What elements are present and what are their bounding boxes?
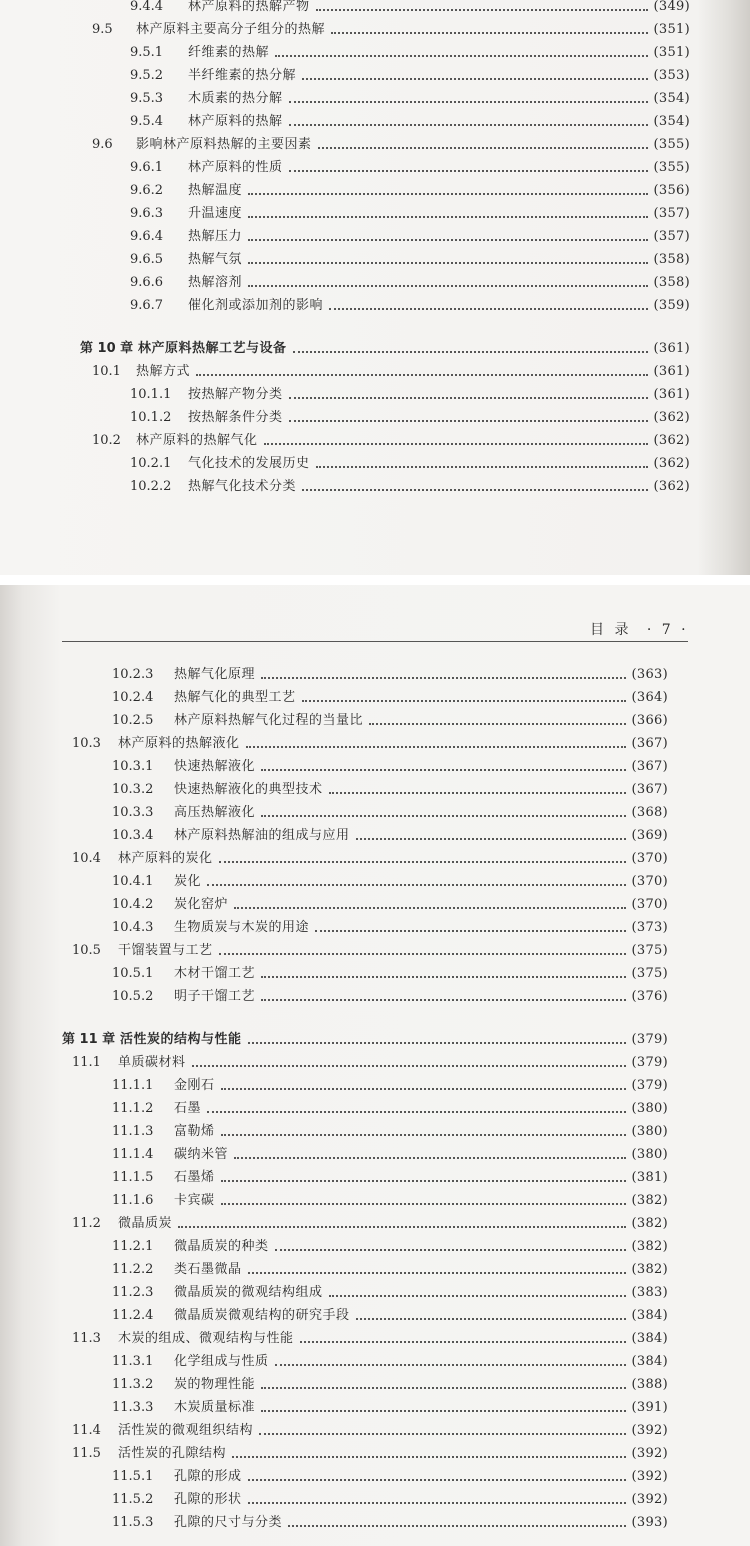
toc-entry-number: 11.3 <box>72 1331 101 1346</box>
toc-entry-title: 林产原料主要高分子组分的热解 <box>136 22 326 37</box>
toc-entry-title: 活性炭的孔隙结构 <box>118 1446 227 1461</box>
toc-subsection-entry <box>130 88 690 110</box>
toc-entry-title: 孔隙的形状 <box>174 1492 242 1507</box>
dot-leader <box>329 1294 626 1297</box>
toc-section-entry <box>92 430 690 452</box>
toc-subsection-entry <box>112 1190 668 1212</box>
toc-subsection-entry <box>112 1374 668 1396</box>
toc-subsection-entry <box>130 203 690 225</box>
toc-entry-number: 10.3.3 <box>112 805 154 820</box>
running-header <box>590 619 689 639</box>
toc-entry-page: (361) <box>653 341 690 356</box>
toc-subsection-entry <box>130 226 690 248</box>
toc-section-entry <box>92 134 690 156</box>
toc-subsection-entry <box>130 157 690 179</box>
toc-entry-page: (351) <box>653 45 690 60</box>
toc-entry-title: 微晶质炭 <box>118 1216 173 1231</box>
toc-entry-number: 11.2.3 <box>112 1285 154 1300</box>
toc-subsection-entry <box>112 1121 668 1143</box>
dot-leader <box>219 952 626 955</box>
toc-entry-page: (370) <box>631 851 668 866</box>
header-rule <box>62 641 688 642</box>
toc-entry-title: 快速热解液化 <box>174 759 256 774</box>
toc-entry-page: (358) <box>653 275 690 290</box>
toc-entry-title: 热解溶剂 <box>188 275 243 290</box>
toc-entry-title: 石墨 <box>174 1101 202 1116</box>
toc-subsection-entry <box>112 1466 668 1488</box>
dot-leader <box>221 1202 626 1205</box>
toc-entry-number: 9.6.1 <box>130 160 164 175</box>
toc-entry-title: 热解方式 <box>136 364 191 379</box>
toc-entry-title: 林产原料的热解液化 <box>118 736 240 751</box>
toc-subsection-entry <box>112 1351 668 1373</box>
toc-entry-page: (356) <box>653 183 690 198</box>
toc-entry-page: (369) <box>631 828 668 843</box>
toc-entry-number: 11.1.3 <box>112 1124 154 1139</box>
toc-subsection-entry <box>112 1397 668 1419</box>
toc-entry-number: 10.2.1 <box>130 456 172 471</box>
toc-section-entry <box>72 733 668 755</box>
toc-entry-page: (362) <box>653 410 690 425</box>
toc-entry-number: 10.5.1 <box>112 966 154 981</box>
toc-entry-number: 11.2.1 <box>112 1239 154 1254</box>
toc-entry-title: 微晶质炭的种类 <box>174 1239 269 1254</box>
toc-entry-title: 炭化 <box>174 874 202 889</box>
toc-entry-page: (384) <box>631 1308 668 1323</box>
toc-entry-page: (364) <box>631 690 668 705</box>
toc-entry-title: 升温速度 <box>188 206 243 221</box>
toc-subsection-entry <box>130 42 690 64</box>
toc-entry-title: 炭的物理性能 <box>174 1377 256 1392</box>
toc-entry-number: 10.3.2 <box>112 782 154 797</box>
dot-leader <box>248 192 648 195</box>
toc-entry-title: 高压热解液化 <box>174 805 256 820</box>
toc-entry-title: 卡宾碳 <box>174 1193 215 1208</box>
toc-entry-number: 11.1.2 <box>112 1101 154 1116</box>
toc-entry-number: 11.5.2 <box>112 1492 154 1507</box>
dot-leader <box>275 1363 626 1366</box>
toc-entry-title: 单质碳材料 <box>118 1055 186 1070</box>
toc-entry-page: (362) <box>653 433 690 448</box>
toc-subsection-entry <box>112 1236 668 1258</box>
toc-entry-number: 9.6 <box>92 137 113 152</box>
toc-subsection-entry <box>130 180 690 202</box>
toc-entry-page: (367) <box>631 736 668 751</box>
toc-entry-number: 10.5.2 <box>112 989 154 1004</box>
dot-leader <box>331 31 648 34</box>
dot-leader <box>329 307 648 310</box>
toc-entry-title: 半纤维素的热分解 <box>188 68 297 83</box>
toc-entry-number: 10.1.1 <box>130 387 172 402</box>
dot-leader <box>275 54 648 57</box>
toc-section-entry <box>72 1420 668 1442</box>
toc-chapter-entry <box>80 338 690 360</box>
dot-leader <box>248 1041 626 1044</box>
dot-leader <box>248 1271 626 1274</box>
dot-leader <box>356 837 626 840</box>
toc-subsection-entry <box>130 407 690 429</box>
toc-entry-number: 11.4 <box>72 1423 101 1438</box>
toc-subsection-entry <box>112 756 668 778</box>
toc-entry-title: 微晶质炭微观结构的研究手段 <box>174 1308 350 1323</box>
dot-leader <box>178 1225 626 1228</box>
toc-subsection-entry <box>112 779 668 801</box>
toc-entry-number: 9.4.4 <box>130 0 164 14</box>
toc-entry-page: (383) <box>631 1285 668 1300</box>
toc-subsection-entry <box>112 1282 668 1304</box>
toc-subsection-entry <box>112 1512 668 1534</box>
dot-leader <box>248 1501 626 1504</box>
toc-entry-title: 林产原料热解气化过程的当量比 <box>174 713 364 728</box>
toc-entry-title: 石墨烯 <box>174 1170 215 1185</box>
toc-entry-page: (363) <box>631 667 668 682</box>
toc-entry-page: (349) <box>653 0 690 14</box>
toc-entry-title: 木炭的组成、微观结构与性能 <box>118 1331 294 1346</box>
toc-entry-title: 热解压力 <box>188 229 243 244</box>
toc-entry-number: 11.1.6 <box>112 1193 154 1208</box>
dot-leader <box>289 123 648 126</box>
toc-entry-page: (367) <box>631 782 668 797</box>
toc-entry-page: (370) <box>631 897 668 912</box>
toc-entry-number: 11.3.2 <box>112 1377 154 1392</box>
toc-entry-title: 热解气氛 <box>188 252 243 267</box>
toc-entry-number: 11.2 <box>72 1216 101 1231</box>
toc-entry-page: (384) <box>631 1354 668 1369</box>
toc-entry-title: 影响林产原料热解的主要因素 <box>136 137 312 152</box>
toc-entry-number: 11.5 <box>72 1446 101 1461</box>
toc-entry-number: 10.4.2 <box>112 897 154 912</box>
toc-entry-title: 按热解条件分类 <box>188 410 283 425</box>
toc-entry-page: (362) <box>653 479 690 494</box>
toc-entry-page: (382) <box>631 1262 668 1277</box>
dot-leader <box>261 768 626 771</box>
toc-entry-title: 生物质炭与木炭的用途 <box>174 920 310 935</box>
toc-entry-page: (379) <box>631 1078 668 1093</box>
toc-entry-number: 10.2.4 <box>112 690 154 705</box>
dot-leader <box>207 1110 626 1113</box>
toc-entry-page: (359) <box>653 298 690 313</box>
toc-entry-title: 金刚石 <box>174 1078 215 1093</box>
toc-subsection-entry <box>112 825 668 847</box>
toc-entry-page: (393) <box>631 1515 668 1530</box>
toc-entry-page: (392) <box>631 1423 668 1438</box>
toc-subsection-entry <box>130 0 690 18</box>
toc-subsection-entry <box>112 1305 668 1327</box>
toc-entry-number: 10.2.2 <box>130 479 172 494</box>
toc-section-entry <box>72 848 668 870</box>
toc-entry-page: (376) <box>631 989 668 1004</box>
toc-subsection-entry <box>112 871 668 893</box>
dot-leader <box>248 1478 626 1481</box>
dot-leader <box>207 883 626 886</box>
toc-entry-page: (375) <box>631 943 668 958</box>
toc-entry-title: 林产原料的性质 <box>188 160 283 175</box>
toc-entry-page: (379) <box>631 1032 668 1047</box>
toc-subsection-entry <box>112 710 668 732</box>
toc-entry-title: 林产原料的炭化 <box>118 851 213 866</box>
toc-entry-page: (382) <box>631 1193 668 1208</box>
toc-entry-page: (382) <box>631 1216 668 1231</box>
toc-entry-title: 孔隙的形成 <box>174 1469 242 1484</box>
dot-leader <box>192 1064 626 1067</box>
dot-leader <box>221 1179 626 1182</box>
dot-leader <box>302 488 648 491</box>
toc-subsection-entry <box>112 802 668 824</box>
toc-entry-page: (382) <box>631 1239 668 1254</box>
toc-entry-title: 按热解产物分类 <box>188 387 283 402</box>
toc-subsection-entry <box>130 295 690 317</box>
toc-entry-title: 林产原料的热解产物 <box>188 0 310 14</box>
toc-page-lower <box>0 585 750 1546</box>
toc-section-entry <box>92 361 690 383</box>
dot-leader <box>318 146 648 149</box>
toc-section-entry <box>72 1443 668 1465</box>
header-page-number: · 7 · <box>646 622 689 638</box>
toc-entry-number: 9.6.6 <box>130 275 164 290</box>
dot-leader <box>293 350 648 353</box>
toc-entry-title: 碳纳米管 <box>174 1147 229 1162</box>
toc-subsection-entry <box>112 986 668 1008</box>
toc-entry-title: 林产原料热解油的组成与应用 <box>174 828 350 843</box>
toc-entry-number: 9.5.3 <box>130 91 164 106</box>
toc-entry-number: 第 10 章 <box>80 341 134 356</box>
toc-subsection-entry <box>130 111 690 133</box>
dot-leader <box>302 77 648 80</box>
dot-leader <box>234 906 626 909</box>
toc-section-entry <box>72 1328 668 1350</box>
toc-entry-page: (392) <box>631 1492 668 1507</box>
toc-subsection-entry <box>112 917 668 939</box>
toc-section-entry <box>72 1213 668 1235</box>
toc-entry-title: 类石墨微晶 <box>174 1262 242 1277</box>
toc-entry-number: 11.5.3 <box>112 1515 154 1530</box>
toc-entry-title: 炭化窑炉 <box>174 897 229 912</box>
dot-leader <box>221 1087 626 1090</box>
toc-entry-page: (392) <box>631 1469 668 1484</box>
toc-entry-title: 微晶质炭的微观结构组成 <box>174 1285 323 1300</box>
toc-subsection-entry <box>130 384 690 406</box>
dot-leader <box>234 1156 626 1159</box>
dot-leader <box>246 745 626 748</box>
toc-subsection-entry <box>112 1489 668 1511</box>
dot-leader <box>259 1432 626 1435</box>
toc-entry-page: (391) <box>631 1400 668 1415</box>
toc-entry-page: (357) <box>653 206 690 221</box>
toc-entry-number: 第 11 章 <box>62 1032 116 1047</box>
dot-leader <box>248 284 648 287</box>
dot-leader <box>261 998 626 1001</box>
toc-entry-title: 热解气化的典型工艺 <box>174 690 296 705</box>
toc-entry-number: 10.1.2 <box>130 410 172 425</box>
toc-entry-page: (358) <box>653 252 690 267</box>
toc-subsection-entry <box>130 453 690 475</box>
toc-entry-number: 9.5.4 <box>130 114 164 129</box>
toc-page-upper <box>0 0 750 575</box>
toc-entry-number: 10.5 <box>72 943 101 958</box>
toc-entry-title: 化学组成与性质 <box>174 1354 269 1369</box>
toc-subsection-entry <box>112 1075 668 1097</box>
toc-entry-page: (380) <box>631 1124 668 1139</box>
toc-subsection-entry <box>112 1144 668 1166</box>
toc-subsection-entry <box>112 1098 668 1120</box>
toc-subsection-entry <box>112 963 668 985</box>
toc-section-entry <box>72 940 668 962</box>
toc-entry-title: 林产原料热解工艺与设备 <box>138 341 287 356</box>
toc-entry-number: 10.4.1 <box>112 874 154 889</box>
toc-entry-title: 热解气化技术分类 <box>188 479 297 494</box>
toc-entry-number: 10.2.3 <box>112 667 154 682</box>
toc-subsection-entry <box>130 272 690 294</box>
toc-entry-number: 11.1.4 <box>112 1147 154 1162</box>
toc-entry-number: 11.3.1 <box>112 1354 154 1369</box>
toc-entry-number: 11.2.2 <box>112 1262 154 1277</box>
toc-entry-number: 11.1.1 <box>112 1078 154 1093</box>
toc-entry-number: 9.6.7 <box>130 298 164 313</box>
toc-entry-number: 10.3.1 <box>112 759 154 774</box>
toc-entry-page: (355) <box>653 137 690 152</box>
dot-leader <box>261 814 626 817</box>
toc-entry-number: 11.2.4 <box>112 1308 154 1323</box>
dot-leader <box>221 1133 626 1136</box>
toc-subsection-entry <box>130 476 690 498</box>
toc-entry-number: 11.3.3 <box>112 1400 154 1415</box>
dot-leader <box>369 722 626 725</box>
toc-entry-title: 热解气化原理 <box>174 667 256 682</box>
dot-leader <box>261 1386 626 1389</box>
toc-subsection-entry <box>112 664 668 686</box>
dot-leader <box>316 8 648 11</box>
toc-entry-page: (361) <box>653 387 690 402</box>
toc-entry-page: (351) <box>653 22 690 37</box>
dot-leader <box>316 465 648 468</box>
toc-entry-number: 9.6.2 <box>130 183 164 198</box>
toc-entry-page: (355) <box>653 160 690 175</box>
toc-entry-title: 孔隙的尺寸与分类 <box>174 1515 283 1530</box>
toc-entry-title: 催化剂或添加剂的影响 <box>188 298 324 313</box>
toc-entry-title: 木材干馏工艺 <box>174 966 256 981</box>
toc-entry-title: 活性炭的结构与性能 <box>120 1032 242 1047</box>
dot-leader <box>289 169 648 172</box>
dot-leader <box>248 261 648 264</box>
header-label: 目 录 <box>590 622 632 638</box>
toc-entry-number: 10.3.4 <box>112 828 154 843</box>
page-gap <box>0 575 750 585</box>
toc-entry-number: 11.1.5 <box>112 1170 154 1185</box>
dot-leader <box>219 860 626 863</box>
toc-entry-title: 快速热解液化的典型技术 <box>174 782 323 797</box>
toc-entry-number: 9.6.3 <box>130 206 164 221</box>
dot-leader <box>248 215 648 218</box>
dot-leader <box>315 929 626 932</box>
toc-entry-title: 富勒烯 <box>174 1124 215 1139</box>
toc-entry-number: 9.5 <box>92 22 113 37</box>
toc-entry-number: 11.5.1 <box>112 1469 154 1484</box>
toc-entry-number: 10.4 <box>72 851 101 866</box>
toc-entry-title: 热解温度 <box>188 183 243 198</box>
toc-entry-page: (367) <box>631 759 668 774</box>
dot-leader <box>302 699 626 702</box>
toc-entry-number: 10.4.3 <box>112 920 154 935</box>
toc-subsection-entry <box>130 65 690 87</box>
dot-leader <box>289 396 648 399</box>
dot-leader <box>288 1524 626 1527</box>
toc-entry-page: (384) <box>631 1331 668 1346</box>
toc-entry-number: 10.1 <box>92 364 121 379</box>
toc-entry-number: 9.6.4 <box>130 229 164 244</box>
toc-entry-page: (357) <box>653 229 690 244</box>
toc-entry-number: 9.5.1 <box>130 45 164 60</box>
toc-entry-page: (392) <box>631 1446 668 1461</box>
toc-entry-title: 林产原料的热解 <box>188 114 283 129</box>
toc-chapter-entry <box>62 1029 668 1051</box>
dot-leader <box>264 442 648 445</box>
toc-entry-page: (373) <box>631 920 668 935</box>
toc-entry-title: 木质素的热分解 <box>188 91 283 106</box>
dot-leader <box>196 373 648 376</box>
toc-subsection-entry <box>112 687 668 709</box>
toc-entry-title: 纤维素的热解 <box>188 45 270 60</box>
toc-entry-title: 明子干馏工艺 <box>174 989 256 1004</box>
dot-leader <box>232 1455 626 1458</box>
toc-entry-page: (366) <box>631 713 668 728</box>
toc-entry-page: (375) <box>631 966 668 981</box>
dot-leader <box>356 1317 626 1320</box>
toc-entry-page: (361) <box>653 364 690 379</box>
toc-entry-title: 木炭质量标准 <box>174 1400 256 1415</box>
dot-leader <box>261 1409 626 1412</box>
toc-entry-page: (362) <box>653 456 690 471</box>
toc-entry-title: 林产原料的热解气化 <box>136 433 258 448</box>
toc-section-entry <box>72 1052 668 1074</box>
toc-entry-page: (380) <box>631 1147 668 1162</box>
dot-leader <box>329 791 626 794</box>
toc-entry-title: 活性炭的微观组织结构 <box>118 1423 254 1438</box>
toc-entry-title: 干馏装置与工艺 <box>118 943 213 958</box>
dot-leader <box>261 975 626 978</box>
toc-entry-number: 10.2.5 <box>112 713 154 728</box>
toc-entry-number: 10.2 <box>92 433 121 448</box>
toc-entry-page: (368) <box>631 805 668 820</box>
toc-entry-number: 9.6.5 <box>130 252 164 267</box>
toc-entry-page: (379) <box>631 1055 668 1070</box>
toc-entry-number: 11.1 <box>72 1055 101 1070</box>
dot-leader <box>289 100 648 103</box>
toc-entry-page: (381) <box>631 1170 668 1185</box>
toc-entry-number: 10.3 <box>72 736 101 751</box>
toc-entry-page: (380) <box>631 1101 668 1116</box>
dot-leader <box>248 238 648 241</box>
toc-entry-page: (354) <box>653 114 690 129</box>
dot-leader <box>275 1248 626 1251</box>
toc-section-entry <box>92 19 690 41</box>
dot-leader <box>300 1340 626 1343</box>
toc-entry-title: 气化技术的发展历史 <box>188 456 310 471</box>
dot-leader <box>261 676 626 679</box>
toc-entry-page: (370) <box>631 874 668 889</box>
toc-subsection-entry <box>112 1167 668 1189</box>
toc-entry-page: (388) <box>631 1377 668 1392</box>
toc-entry-number: 9.5.2 <box>130 68 164 83</box>
toc-subsection-entry <box>112 894 668 916</box>
toc-entry-page: (353) <box>653 68 690 83</box>
toc-subsection-entry <box>112 1259 668 1281</box>
dot-leader <box>289 419 648 422</box>
toc-entry-page: (354) <box>653 91 690 106</box>
toc-subsection-entry <box>130 249 690 271</box>
